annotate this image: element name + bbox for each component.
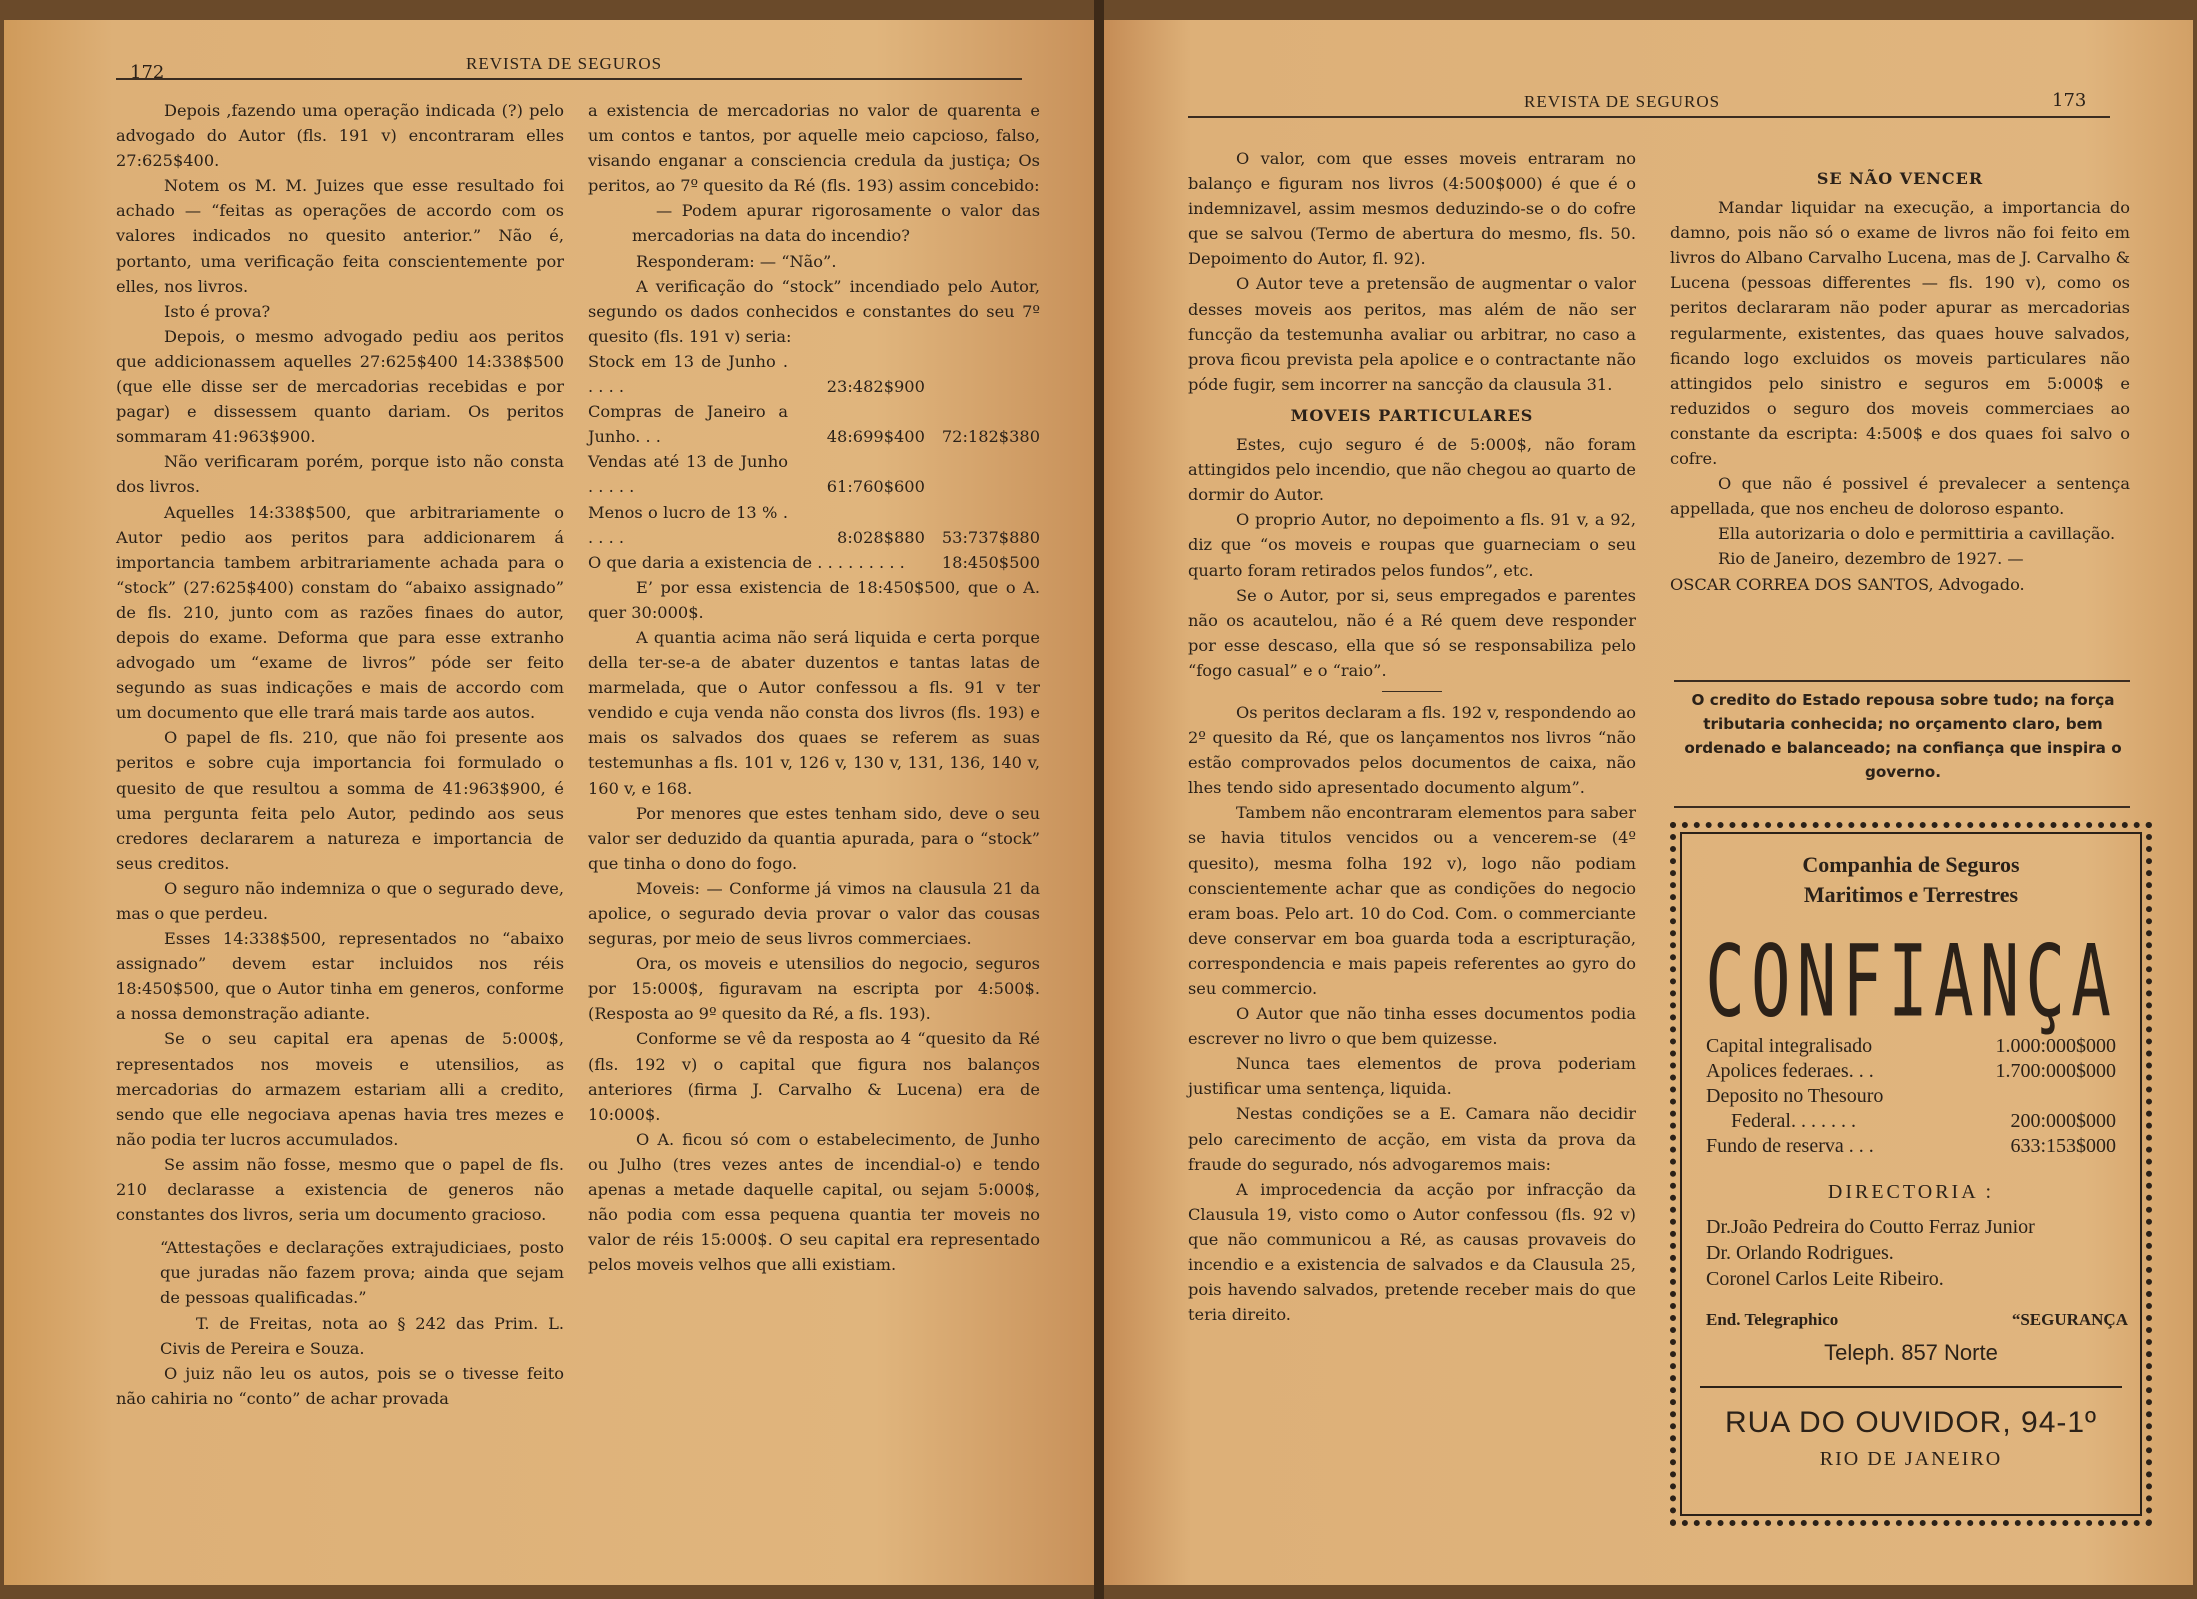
paragraph: Moveis: — Conforme já vimos na clausula 21 da apolice, o segurado devia provar o valor das cousas seguras, por meio de seus livros commerciaes. — [588, 878, 1040, 949]
table-value: 48:699$400 — [826, 427, 925, 447]
header-rule — [1188, 116, 2110, 118]
paragraph: Aquelles 14:338$500, que arbitrariamente o Autor pedio aos peritos para addicionarem á importancia tambem arbitrariamente achada para o “stock” (27:625$400) constam do “abaixo assignado” de fls. 210, junto com as razões finaes do autor, depois do exame. Deforma que para esse extranho advogado um “exame de livros” póde ser feito segundo as suas indicações e mais de accordo com um documento que elle trará mais tarde aos autos. — [116, 502, 564, 723]
table-label: Stock em 13 de Junho . . . . . — [588, 351, 788, 397]
finance-value: 1.000:000$000 — [1995, 1035, 2116, 1057]
paragraph: A verificação do “stock” incendiado pelo Autor, segundo os dados conhecidos e constantes do seu 7º quesito (fls. 191 v) seria: — [588, 276, 1040, 346]
left-column-2 — [588, 98, 1040, 1277]
city: RIO DE JANEIRO — [1819, 1448, 2003, 1470]
paragraph: Não verificaram porém, porque isto não consta dos livros. — [116, 452, 564, 497]
table-total — [925, 449, 1040, 499]
table-label: Compras de Janeiro a Junho. . . — [588, 402, 788, 447]
paragraph: O Autor teve a pretensão de augmentar o valor desses moveis aos peritos, mas além de não ser funcção da testemunha avaliar ou arbitrar, no caso a prova ficou prevista pela apolice e o contractante não póde fugir, sem incorrer na sancção da clausula 31. — [1188, 274, 1636, 394]
paragraph: Conforme se vê da resposta ao 4 “quesito da Ré (fls. 192 v) o capital que figura nos balanços anteriores (firma J. Carvalho & Lucena) era de 10:000$. — [588, 1029, 1040, 1124]
paragraph: Os peritos declaram a fls. 192 v, respondendo ao 2º quesito da Ré, que os lançamentos nos livros “não estão comprovados pelos documentos de caixa, não lhes tendo sido apresentado documento algum”. — [1188, 702, 1636, 798]
phone-number: Teleph. 857 Norte — [1824, 1340, 1998, 1365]
table-row — [588, 349, 1040, 399]
paragraph: O Autor que não tinha esses documentos podia escrever no livro o que bem quizesse. — [1188, 1004, 1636, 1049]
company-name — [1682, 850, 2140, 910]
paragraph: Notem os M. M. Juizes que esse resultado foi achado — “feitas as operações de accordo com os valores indicados no quesito anterior.” Não é, portanto, uma verificação feita conscientemente por elles, nos livros. — [116, 176, 564, 296]
paragraph: E’ por essa existencia de 18:450$500, que o A. quer 30:000$. — [588, 577, 1040, 622]
paragraph: O juiz não leu os autos, pois se o tivesse feito não cahiria no “conto” de achar provada — [116, 1363, 564, 1408]
street-address: RUA DO OUVIDOR, 94-1º — [1724, 1406, 2098, 1439]
paragraph: O proprio Autor, no depoimento a fls. 91 v, a 92, diz que “os moveis e roupas que guarneciam o seu quarto foram retirados pelos fundos”, etc. — [1188, 510, 1636, 580]
company-line-2: Maritimos e Terrestres — [1803, 882, 2019, 907]
table-label: Vendas até 13 de Junho . . . . . — [588, 452, 788, 497]
paragraph: A quantia acima não será liquida e certa porque della ter-se-a de abater duzentos e tantas latas de marmelada, que o Autor confessou a fls. 91 v ter vendido e cuja venda não consta dos livros (fls. 193) e mais os salvados dos quaes se referem as suas testemunhas a fls. 101 v, 126 v, 130 v, 131, 136, 140 v, 160 v, e 168. — [588, 627, 1040, 798]
quote-source: T. de Freitas, nota ao § 242 das Prim. L. Civis de Pereira e Souza. — [160, 1313, 564, 1358]
paragraph: Se o Autor, por si, seus empregados e parentes não os acautelou, não é a Ré quem deve responder por esse descaso, ella que só se responsabiliza pelo “fogo casual” e o “raio”. — [1188, 585, 1636, 680]
finance-label: Deposito no Thesouro — [1706, 1085, 1884, 1107]
paragraph: Se assim não fosse, mesmo que o papel de fls. 210 declarasse a existencia de generos não constantes dos livros, seria um documento gracioso. — [116, 1154, 564, 1225]
table-label: Menos o lucro de 13 % . . . . . — [588, 502, 788, 547]
table-row — [588, 399, 1040, 449]
finance-value: 200:000$000 — [2010, 1110, 2116, 1132]
paragraph: a existencia de mercadorias no valor de quarenta e um contos e tantos, por aquelle meio capcioso, falso, visando enganar a consciencia credula da justiça; Os peritos, ao 7º quesito da Ré (fls. 193) assim concebido: — [588, 101, 1040, 196]
paragraph: Tambem não encontraram elementos para saber se havia titulos vencidos ou a vencerem-se (4º quesito), mesma folha 192 v), logo não podiam conscientemente achar que as condições do negocio eram boas. Pelo art. 10 do Cod. Com. o commerciante deve conservar em boa guarda toda a escripturação, correspondencia e mais papeis referentes ao gyro do seu commercio. — [1188, 803, 1636, 998]
paragraph: Responderam: — “Não”. — [636, 251, 837, 271]
finance-row — [1706, 1109, 2116, 1134]
director-name: Dr. Orlando Rodrigues. — [1706, 1242, 1894, 1264]
paragraph: Nunca taes elementos de prova poderiam justificar uma sentença, liquida. — [1188, 1054, 1636, 1099]
paragraph: O valor, com que esses moveis entraram no balanço e figuram nos livros (4:500$000) é que é o indemnizavel, assim mesmos deduzindo-se o do cofre que se salvou (Termo de abertura do mesmo, fls. 50. Depoimento do Autor, fl. 92). — [1188, 149, 1636, 269]
signature-date: Rio de Janeiro, dezembro de 1927. — — [1718, 549, 2024, 569]
left-column-1 — [116, 98, 564, 1411]
table-total: 18:450$500 — [941, 552, 1040, 572]
section-heading: MOVEIS PARTICULARES — [1290, 405, 1534, 425]
right-column-2 — [1670, 160, 2130, 597]
section-heading: SE NÃO VENCER — [1816, 169, 1984, 188]
telegraph-label: End. Telegraphico — [1706, 1310, 1839, 1329]
finance-value: 633:153$000 — [2010, 1135, 2116, 1157]
finance-label: Apolices federaes. . . — [1706, 1060, 1874, 1082]
stock-table — [588, 349, 1040, 575]
running-head: REVISTA DE SEGUROS — [466, 54, 663, 73]
directory-title: DIRECTORIA : — [1827, 1181, 1995, 1203]
telegraph-value: “SEGURANÇA — [2011, 1310, 2128, 1329]
paragraph: O papel de fls. 210, que não foi presente aos peritos e sobre cuja importancia foi formulado o quesito de que resultou a somma de 41:963$900, é uma pergunta feita pelo Autor, pedindo aos seus credores declararem a natureza e importancia de seus creditos. — [116, 728, 564, 873]
insurance-advertisement — [1680, 832, 2142, 1516]
paragraph: O A. ficou só com o estabelecimento, de Junho ou Julho (tres vezes antes de incendial-o) e tendo apenas a metade daquelle capital, ou sejam 5:000$, não podia com essa pequena quantia ter moveis no valor de réis 15:000$. O seu capital era representado pelos moveis velhos que alli existiam. — [588, 1129, 1040, 1275]
right-column-1 — [1188, 146, 1636, 1327]
block-quote: “Attestações e declarações extrajudiciaes, posto que juradas não fazem prova; ainda que sejam de pessoas qualificadas.” — [160, 1238, 564, 1308]
section-divider — [1382, 691, 1442, 692]
table-label: O que daria a existencia de . . . . . . . . . — [588, 552, 905, 572]
state-credit-notice: O credito do Estado repousa sobre tudo; na força tributaria conhecida; no orçamento claro, bem ordenado e balanceado; na confiança que inspira o governo. — [1684, 691, 2122, 781]
finance-value: 1.700:000$000 — [1995, 1060, 2116, 1082]
brand-name: CONFIANÇA — [1705, 924, 2117, 1040]
paragraph: O seguro não indemniza o que o segurado deve, mas o que perdeu. — [116, 878, 564, 923]
finance-label: Federal. . . . . . . — [1706, 1110, 1856, 1132]
table-row — [588, 550, 1040, 575]
running-head: REVISTA DE SEGUROS — [1524, 92, 1721, 111]
header-rule — [116, 78, 1022, 80]
table-row — [588, 500, 1040, 550]
table-value: 61:760$600 — [826, 477, 925, 497]
finance-label: Capital integralisado — [1706, 1035, 1873, 1057]
finance-label: Fundo de reserva . . . — [1706, 1135, 1874, 1157]
company-line-1: Companhia de Seguros — [1802, 852, 2020, 877]
paragraph: Isto é prova? — [164, 301, 271, 321]
table-value: 8:028$880 — [837, 527, 925, 547]
page-number: 172 — [130, 62, 165, 83]
director-name: Coronel Carlos Leite Ribeiro. — [1706, 1268, 1944, 1290]
director-name: Dr.João Pedreira do Coutto Ferraz Junior — [1706, 1216, 2035, 1238]
paragraph: Depois ,fazendo uma operação indicada (?) pelo advogado do Autor (fls. 191 v) encontraram elles 27:625$400. — [116, 101, 564, 171]
table-row — [588, 449, 1040, 499]
left-page — [4, 20, 1094, 1585]
notice-rule-bottom — [1674, 806, 2130, 808]
ad-divider — [1700, 1386, 2122, 1388]
paragraph: Mandar liquidar na execução, a importancia do damno, pois não só o exame de livros não foi feito em livros do Albano Carvalho Lucena, mas de J. Carvalho & Lucena (pessoas differentes — fls. 190 v), como os peritos declararam não poder apurar as mercadorias regularmente, existentes, das quaes houve salvados, ficando logo excluidos os moveis particulares não attingidos pelo sinistro e seguros em 5:000$ e reduzidos o seguro dos moveis commerciaes ao constante da escripta: 4:500$ e dos quaes foi salvo o cofre. — [1670, 198, 2130, 469]
paragraph: Se o seu capital era apenas de 5:000$, representados nos moveis e utensilios, as mercadorias do armazem estariam alli a credito, sendo que elle negociava apenas havia tres mezes e não podia ter lucros accumulados. — [116, 1029, 564, 1149]
page-number: 173 — [2052, 90, 2087, 111]
table-total: 72:182$380 — [941, 427, 1040, 447]
paragraph: Nestas condições se a E. Camara não decidir pelo carecimento de acção, em vista da prova da fraude do segurado, nós advogaremos mais: — [1188, 1104, 1636, 1174]
paragraph: O que não é possivel é prevalecer a sentença appellada, que nos encheu de doloroso espanto. — [1670, 474, 2130, 519]
paragraph: Ora, os moveis e utensilios do negocio, seguros por 15:000$, figuravam na escripta por 4:500$. (Resposta ao 9º quesito da Ré, a fls. 193). — [588, 954, 1040, 1024]
block-quote: — Podem apurar rigorosamente o valor das mercadorias na data do incendio? — [632, 201, 1040, 246]
book-gutter — [1094, 0, 1104, 1599]
paragraph: Ella autorizaria o dolo e permittiria a cavillação. — [1718, 524, 2116, 544]
finance-row — [1706, 1134, 2116, 1159]
signature: OSCAR CORREA DOS SANTOS, Advogado. — [1670, 574, 2025, 594]
paragraph: Por menores que estes tenham sido, deve o seu valor ser deduzido da quantia apurada, para o “stock” que tinha o dono do fogo. — [588, 803, 1040, 873]
paragraph: Esses 14:338$500, representados no “abaixo assignado” devem estar incluidos nos réis 18:450$500, que o Autor tinha em generos, conforme a nossa demonstração adiante. — [116, 929, 564, 1024]
table-value: 23:482$900 — [826, 377, 925, 397]
table-total — [925, 349, 1040, 399]
telegraph-address — [1706, 1310, 2128, 1330]
notice-rule-top — [1674, 680, 2130, 682]
paragraph: A improcedencia da acção por infracção da Clausula 19, visto como o Autor confessou (fls. 92 v) que não communicou a Ré, as causas provaveis do incendio e a existencia de salvados e da Clausula 25, pois havendo salvados, pretende receber mais do que teria direito. — [1188, 1179, 1636, 1325]
paragraph: Depois, o mesmo advogado pediu aos peritos que addicionassem aquelles 27:625$400 14:338$500 (que elle disse ser de mercadorias recebidas e por pagar) e dissessem quanto dariam. Os peritos sommaram 41:963$900. — [116, 326, 564, 447]
table-total: 53:737$880 — [941, 527, 1040, 547]
right-page — [1104, 20, 2193, 1585]
paragraph: Estes, cujo seguro é de 5:000$, não foram attingidos pelo incendio, que não chegou ao quarto de dormir do Autor. — [1188, 435, 1636, 505]
